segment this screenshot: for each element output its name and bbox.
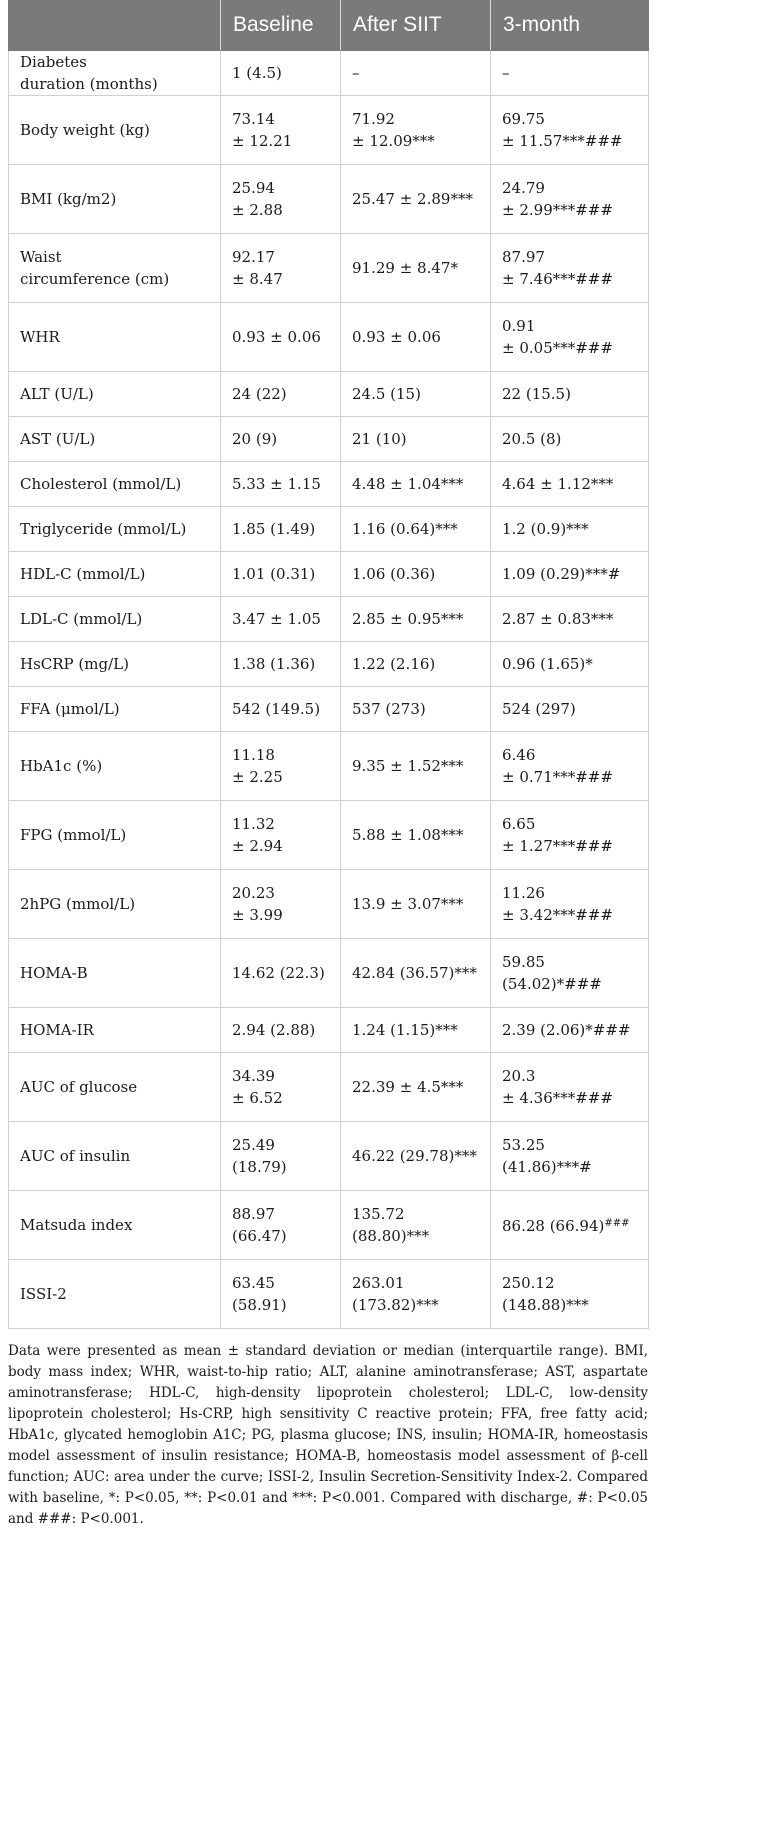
cell-baseline: 3.47 ± 1.05 — [221, 597, 341, 642]
table-row — [9, 597, 649, 642]
cell-3-month: 1.2 (0.9)*** — [491, 507, 649, 552]
cell-after-siit: 42.84 (36.57)*** — [341, 939, 491, 1008]
table-row — [9, 870, 649, 939]
table-row — [9, 51, 649, 96]
cell-baseline: 5.33 ± 1.15 — [221, 462, 341, 507]
cell-baseline: 24 (22) — [221, 372, 341, 417]
table-row — [9, 1260, 649, 1329]
table-row — [9, 1008, 649, 1053]
cell-label: HDL-C (mmol/L) — [9, 552, 221, 597]
cell-label: Waist circumference (cm) — [9, 234, 221, 303]
cell-3-month: 524 (297) — [491, 687, 649, 732]
table-row — [9, 372, 649, 417]
table-row — [9, 1191, 649, 1260]
cell-3-month: 2.39 (2.06)*### — [491, 1008, 649, 1053]
cell-after-siit: 1.06 (0.36) — [341, 552, 491, 597]
cell-3-month — [491, 1191, 649, 1260]
cell-baseline: 542 (149.5) — [221, 687, 341, 732]
cell-label: HbA1c (%) — [9, 732, 221, 801]
cell-label: HOMA-IR — [9, 1008, 221, 1053]
cell-3-month: 20.3 ± 4.36***### — [491, 1053, 649, 1122]
cell-3-month: 53.25 (41.86)***# — [491, 1122, 649, 1191]
cell-label: AUC of glucose — [9, 1053, 221, 1122]
cell-label: FFA (μmol/L) — [9, 687, 221, 732]
cell-after-siit: 21 (10) — [341, 417, 491, 462]
cell-baseline: 11.32 ± 2.94 — [221, 801, 341, 870]
cell-label: Matsuda index — [9, 1191, 221, 1260]
table-header-row — [9, 0, 649, 51]
data-table — [8, 0, 649, 1329]
table-row — [9, 462, 649, 507]
cell-baseline: 34.39 ± 6.52 — [221, 1053, 341, 1122]
cell-3-month: 6.46 ± 0.71***### — [491, 732, 649, 801]
cell-3-month: 20.5 (8) — [491, 417, 649, 462]
table-row — [9, 303, 649, 372]
table-row — [9, 642, 649, 687]
cell-label: ISSI-2 — [9, 1260, 221, 1329]
cell-after-siit: 13.9 ± 3.07*** — [341, 870, 491, 939]
cell-after-siit: 91.29 ± 8.47* — [341, 234, 491, 303]
significance-superscript: ### — [604, 1218, 630, 1229]
table-row — [9, 1053, 649, 1122]
cell-label: AUC of insulin — [9, 1122, 221, 1191]
table-row — [9, 939, 649, 1008]
cell-after-siit: 46.22 (29.78)*** — [341, 1122, 491, 1191]
table-row — [9, 801, 649, 870]
table-container — [8, 0, 648, 1530]
cell-3-month: 24.79 ± 2.99***### — [491, 165, 649, 234]
cell-after-siit: 537 (273) — [341, 687, 491, 732]
cell-after-siit: 22.39 ± 4.5*** — [341, 1053, 491, 1122]
cell-label: BMI (kg/m2) — [9, 165, 221, 234]
cell-label: HOMA-B — [9, 939, 221, 1008]
table-row — [9, 507, 649, 552]
table-row — [9, 687, 649, 732]
header-cell-variable — [9, 0, 221, 51]
table-footnote: Data were presented as mean ± standard deviation or median (interquartile range). BMI, body mass index; WHR, waist-to-hip ratio; ALT, alanine aminotransferase; AST, aspartate aminotransferase; HDL-C, high-density lipoprotein cholesterol; LDL-C, low-density lipoprotein cholesterol; Hs-CRP, high sensitivity C reactive protein; FFA, free fatty acid; HbA1c, glycated hemoglobin A1C; PG, plasma glucose; INS, insulin; HOMA-IR, homeostasis model assessment of insulin resistance; HOMA-B, homeostasis model assessment of β-cell function; AUC: area under the curve; ISSI-2, Insulin Secretion-Sensitivity Index-2. Compared with baseline, *: P<0.05, **: P<0.01 and ***: P<0.001. Compared with discharge, #: P<0.05 and ###: P<0.001. — [8, 1343, 648, 1527]
cell-baseline: 20.23 ± 3.99 — [221, 870, 341, 939]
cell-label: ALT (U/L) — [9, 372, 221, 417]
cell-after-siit: 9.35 ± 1.52*** — [341, 732, 491, 801]
cell-label: 2hPG (mmol/L) — [9, 870, 221, 939]
cell-label: Diabetes duration (months) — [9, 51, 221, 96]
cell-3-month: 59.85 (54.02)*### — [491, 939, 649, 1008]
cell-after-siit: 1.24 (1.15)*** — [341, 1008, 491, 1053]
cell-3-month: 6.65 ± 1.27***### — [491, 801, 649, 870]
table-row — [9, 234, 649, 303]
cell-3-month-value: 86.28 (66.94) — [502, 1217, 605, 1235]
cell-3-month: 1.09 (0.29)***# — [491, 552, 649, 597]
table-row — [9, 552, 649, 597]
cell-baseline: 2.94 (2.88) — [221, 1008, 341, 1053]
cell-label: Cholesterol (mmol/L) — [9, 462, 221, 507]
cell-3-month: 69.75 ± 11.57***### — [491, 96, 649, 165]
table-row — [9, 417, 649, 462]
cell-3-month: 11.26 ± 3.42***### — [491, 870, 649, 939]
cell-label: FPG (mmol/L) — [9, 801, 221, 870]
cell-after-siit: 71.92 ± 12.09*** — [341, 96, 491, 165]
cell-baseline: 92.17 ± 8.47 — [221, 234, 341, 303]
header-cell-baseline: Baseline — [221, 0, 341, 51]
cell-after-siit: – — [341, 51, 491, 96]
cell-baseline: 11.18 ± 2.25 — [221, 732, 341, 801]
cell-after-siit: 24.5 (15) — [341, 372, 491, 417]
cell-label: Body weight (kg) — [9, 96, 221, 165]
cell-3-month: 2.87 ± 0.83*** — [491, 597, 649, 642]
cell-label: LDL-C (mmol/L) — [9, 597, 221, 642]
header-cell-3-month: 3-month — [491, 0, 649, 51]
cell-3-month: – — [491, 51, 649, 96]
table-row — [9, 732, 649, 801]
header-cell-after-siit: After SIIT — [341, 0, 491, 51]
cell-label: WHR — [9, 303, 221, 372]
cell-baseline: 20 (9) — [221, 417, 341, 462]
cell-after-siit: 263.01 (173.82)*** — [341, 1260, 491, 1329]
cell-baseline: 1.01 (0.31) — [221, 552, 341, 597]
cell-label: Triglyceride (mmol/L) — [9, 507, 221, 552]
cell-after-siit: 2.85 ± 0.95*** — [341, 597, 491, 642]
cell-baseline: 73.14 ± 12.21 — [221, 96, 341, 165]
cell-3-month: 4.64 ± 1.12*** — [491, 462, 649, 507]
cell-baseline: 1.38 (1.36) — [221, 642, 341, 687]
table-row — [9, 1122, 649, 1191]
cell-baseline: 14.62 (22.3) — [221, 939, 341, 1008]
cell-3-month: 22 (15.5) — [491, 372, 649, 417]
table-row — [9, 165, 649, 234]
table-row — [9, 96, 649, 165]
cell-after-siit: 5.88 ± 1.08*** — [341, 801, 491, 870]
cell-after-siit: 1.16 (0.64)*** — [341, 507, 491, 552]
cell-after-siit: 1.22 (2.16) — [341, 642, 491, 687]
cell-baseline: 1.85 (1.49) — [221, 507, 341, 552]
cell-baseline: 25.49 (18.79) — [221, 1122, 341, 1191]
cell-label: HsCRP (mg/L) — [9, 642, 221, 687]
cell-after-siit: 135.72 (88.80)*** — [341, 1191, 491, 1260]
cell-label: AST (U/L) — [9, 417, 221, 462]
cell-baseline: 63.45 (58.91) — [221, 1260, 341, 1329]
cell-3-month: 87.97 ± 7.46***### — [491, 234, 649, 303]
cell-3-month: 250.12 (148.88)*** — [491, 1260, 649, 1329]
cell-after-siit: 0.93 ± 0.06 — [341, 303, 491, 372]
cell-3-month: 0.96 (1.65)* — [491, 642, 649, 687]
cell-baseline: 25.94 ± 2.88 — [221, 165, 341, 234]
cell-3-month: 0.91 ± 0.05***### — [491, 303, 649, 372]
cell-after-siit: 25.47 ± 2.89*** — [341, 165, 491, 234]
cell-baseline: 1 (4.5) — [221, 51, 341, 96]
cell-baseline: 88.97 (66.47) — [221, 1191, 341, 1260]
cell-baseline: 0.93 ± 0.06 — [221, 303, 341, 372]
cell-after-siit: 4.48 ± 1.04*** — [341, 462, 491, 507]
